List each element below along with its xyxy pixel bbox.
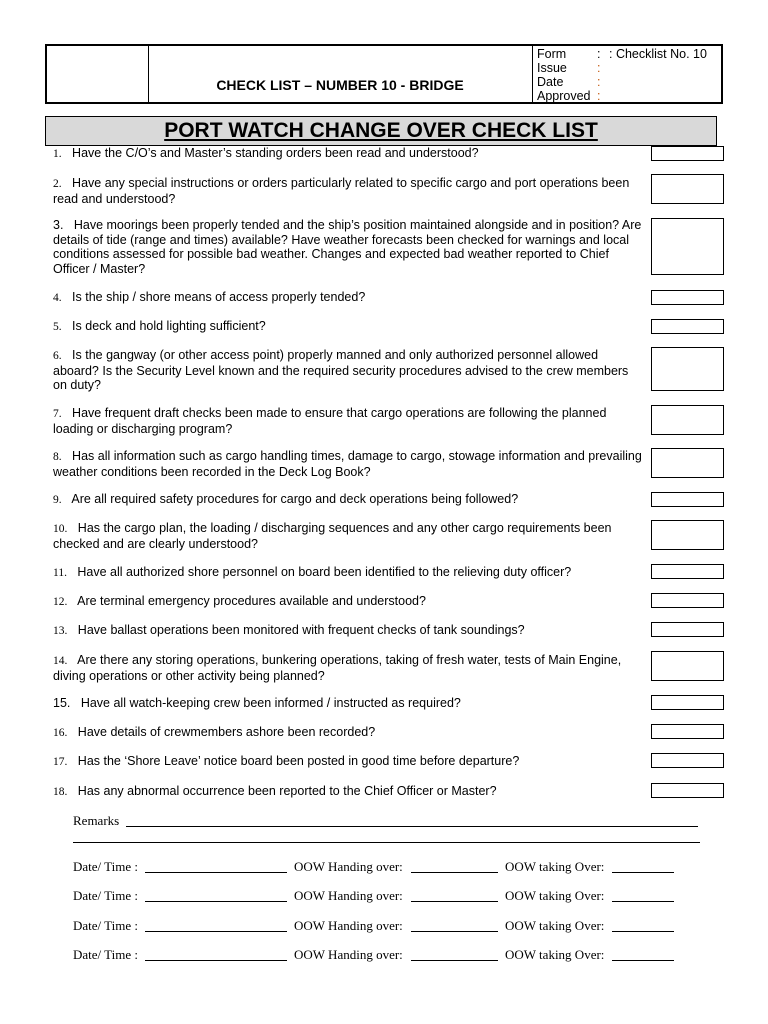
question-number: 13.	[53, 625, 68, 637]
question-item	[53, 565, 645, 581]
oow-taking-line[interactable]	[612, 901, 674, 902]
answer-box[interactable]	[651, 753, 724, 768]
question-number: 1.	[53, 148, 62, 160]
checklist-title: PORT WATCH CHANGE OVER CHECK LIST	[164, 119, 598, 142]
question-number: 14.	[53, 655, 68, 667]
question-item	[53, 449, 645, 479]
oow-handing-line[interactable]	[411, 872, 498, 873]
question-item	[53, 653, 645, 683]
question-item	[53, 623, 645, 639]
remarks-line[interactable]	[126, 826, 698, 827]
meta-key: Date	[537, 75, 564, 89]
meta-colon: :	[597, 47, 601, 61]
date-time-line[interactable]	[145, 960, 287, 961]
oow-handing-label: OOW Handing over:	[294, 859, 403, 874]
question-number: 8.	[53, 451, 62, 463]
remarks-label: Remarks	[73, 813, 120, 828]
question-number: 18.	[53, 786, 68, 798]
question-number: 9.	[53, 494, 62, 506]
date-time-label: Date/ Time :	[73, 918, 139, 933]
answer-box[interactable]	[651, 564, 724, 579]
question-text: Has the ‘Shore Leave’ notice board been posted in good time before departure?	[77, 754, 520, 768]
answer-box[interactable]	[651, 783, 724, 798]
meta-colon: :	[597, 61, 601, 75]
oow-handing-line[interactable]	[411, 960, 498, 961]
question-item	[53, 146, 645, 162]
answer-box[interactable]	[651, 448, 724, 478]
answer-box[interactable]	[651, 405, 724, 435]
answer-box[interactable]	[651, 347, 724, 391]
question-text: Has all information such as cargo handling times, damage to cargo, stowage information and prevailing weather conditions been recorded in the Deck Log Book?	[53, 449, 642, 479]
question-text: Is the gangway (or other access point) properly manned and only authorized personnel allowed aboard? Is the Security Level known and the required security procedures advised to the crew members on duty?	[53, 348, 629, 392]
question-number: 11.	[53, 567, 67, 579]
question-item	[53, 406, 645, 436]
question-text: Are terminal emergency procedures available and understood?	[77, 594, 426, 608]
question-number: 4.	[53, 292, 62, 304]
oow-taking-line[interactable]	[612, 872, 674, 873]
oow-handing-line[interactable]	[411, 901, 498, 902]
question-text: Has the cargo plan, the loading / discharging sequences and any other cargo requirements been checked and are clearly understood?	[53, 521, 612, 551]
oow-taking-label: OOW taking Over:	[505, 947, 605, 962]
question-item	[53, 319, 645, 335]
question-item	[53, 725, 645, 741]
answer-box[interactable]	[651, 695, 724, 710]
question-number: 12.	[53, 596, 68, 608]
question-text: Has any abnormal occurrence been reported to the Chief Officer or Master?	[77, 784, 497, 798]
question-text: Have any special instructions or orders particularly related to specific cargo and port operations been read and understood?	[53, 176, 630, 206]
oow-handing-label: OOW Handing over:	[294, 947, 403, 962]
form-header	[45, 44, 723, 104]
question-number: 15.	[53, 696, 71, 710]
oow-taking-label: OOW taking Over:	[505, 918, 605, 933]
logo-cell	[47, 46, 149, 102]
question-item	[53, 218, 645, 276]
question-text: Have all authorized shore personnel on board been identified to the relieving duty officer?	[77, 565, 572, 579]
question-item	[53, 290, 645, 306]
question-text: Have details of crewmembers ashore been recorded?	[77, 725, 376, 739]
oow-handing-line[interactable]	[411, 931, 498, 932]
question-item	[53, 754, 645, 770]
date-time-label: Date/ Time :	[73, 859, 139, 874]
answer-box[interactable]	[651, 651, 724, 681]
question-text: Are there any storing operations, bunkering operations, taking of fresh water, tests of Main Engine, diving operations or other activity being planned?	[53, 653, 622, 683]
question-text: Have all watch-keeping crew been informed / instructed as required?	[80, 696, 461, 710]
oow-handing-label: OOW Handing over:	[294, 918, 403, 933]
question-text: Have frequent draft checks been made to ensure that cargo operations are following the planned loading or discharging program?	[53, 406, 607, 436]
form-meta	[537, 46, 721, 102]
answer-box[interactable]	[651, 593, 724, 608]
answer-box[interactable]	[651, 622, 724, 637]
meta-key: Issue	[537, 61, 567, 75]
question-text: Have moorings been properly tended and the ship’s position maintained alongside and in position? Are details of tide (range and times) available? Have weather forecasts been checked for warnings and local conditions assessed for possible bad weather. Changes and expected bad weather reported to Chief Officer / Master?	[53, 218, 642, 276]
question-item	[53, 348, 645, 393]
checklist-title-banner	[45, 116, 717, 146]
question-text: Is deck and hold lighting sufficient?	[72, 319, 266, 333]
remarks-line[interactable]	[73, 842, 700, 843]
answer-box[interactable]	[651, 520, 724, 550]
meta-colon: :	[597, 75, 601, 89]
question-number: 16.	[53, 727, 68, 739]
meta-value: : Checklist No. 10	[609, 47, 707, 61]
question-item	[53, 594, 645, 610]
date-time-line[interactable]	[145, 931, 287, 932]
question-item	[53, 696, 645, 711]
answer-box[interactable]	[651, 218, 724, 275]
question-text: Have the C/O’s and Master’s standing orders been read and understood?	[72, 146, 479, 160]
oow-taking-label: OOW taking Over:	[505, 888, 605, 903]
question-item	[53, 784, 645, 800]
answer-box[interactable]	[651, 492, 724, 507]
question-item	[53, 492, 645, 508]
oow-handing-label: OOW Handing over:	[294, 888, 403, 903]
date-time-line[interactable]	[145, 872, 287, 873]
answer-box[interactable]	[651, 724, 724, 739]
question-item	[53, 176, 645, 206]
oow-taking-line[interactable]	[612, 960, 674, 961]
answer-box[interactable]	[651, 290, 724, 305]
header-title-cell	[148, 46, 533, 102]
oow-taking-label: OOW taking Over:	[505, 859, 605, 874]
meta-key: Form	[537, 47, 567, 61]
answer-box[interactable]	[651, 146, 724, 161]
answer-box[interactable]	[651, 319, 724, 334]
answer-box[interactable]	[651, 174, 724, 204]
question-number: 5.	[53, 321, 62, 333]
meta-colon: :	[597, 89, 601, 103]
oow-taking-line[interactable]	[612, 931, 674, 932]
question-number: 2.	[53, 178, 62, 190]
date-time-line[interactable]	[145, 901, 287, 902]
question-text: Have ballast operations been monitored with frequent checks of tank soundings?	[77, 623, 525, 637]
question-number: 7.	[53, 408, 62, 420]
meta-key: Approved	[537, 89, 591, 103]
question-number: 3.	[53, 218, 64, 232]
header-title: CHECK LIST – NUMBER 10 - BRIDGE	[216, 77, 464, 93]
question-number: 17.	[53, 756, 68, 768]
date-time-label: Date/ Time :	[73, 888, 139, 903]
question-item	[53, 521, 645, 551]
question-text: Is the ship / shore means of access properly tended?	[72, 290, 366, 304]
question-text: Are all required safety procedures for cargo and deck operations being followed?	[71, 492, 519, 506]
date-time-label: Date/ Time :	[73, 947, 139, 962]
question-number: 10.	[53, 523, 68, 535]
question-number: 6.	[53, 350, 62, 362]
